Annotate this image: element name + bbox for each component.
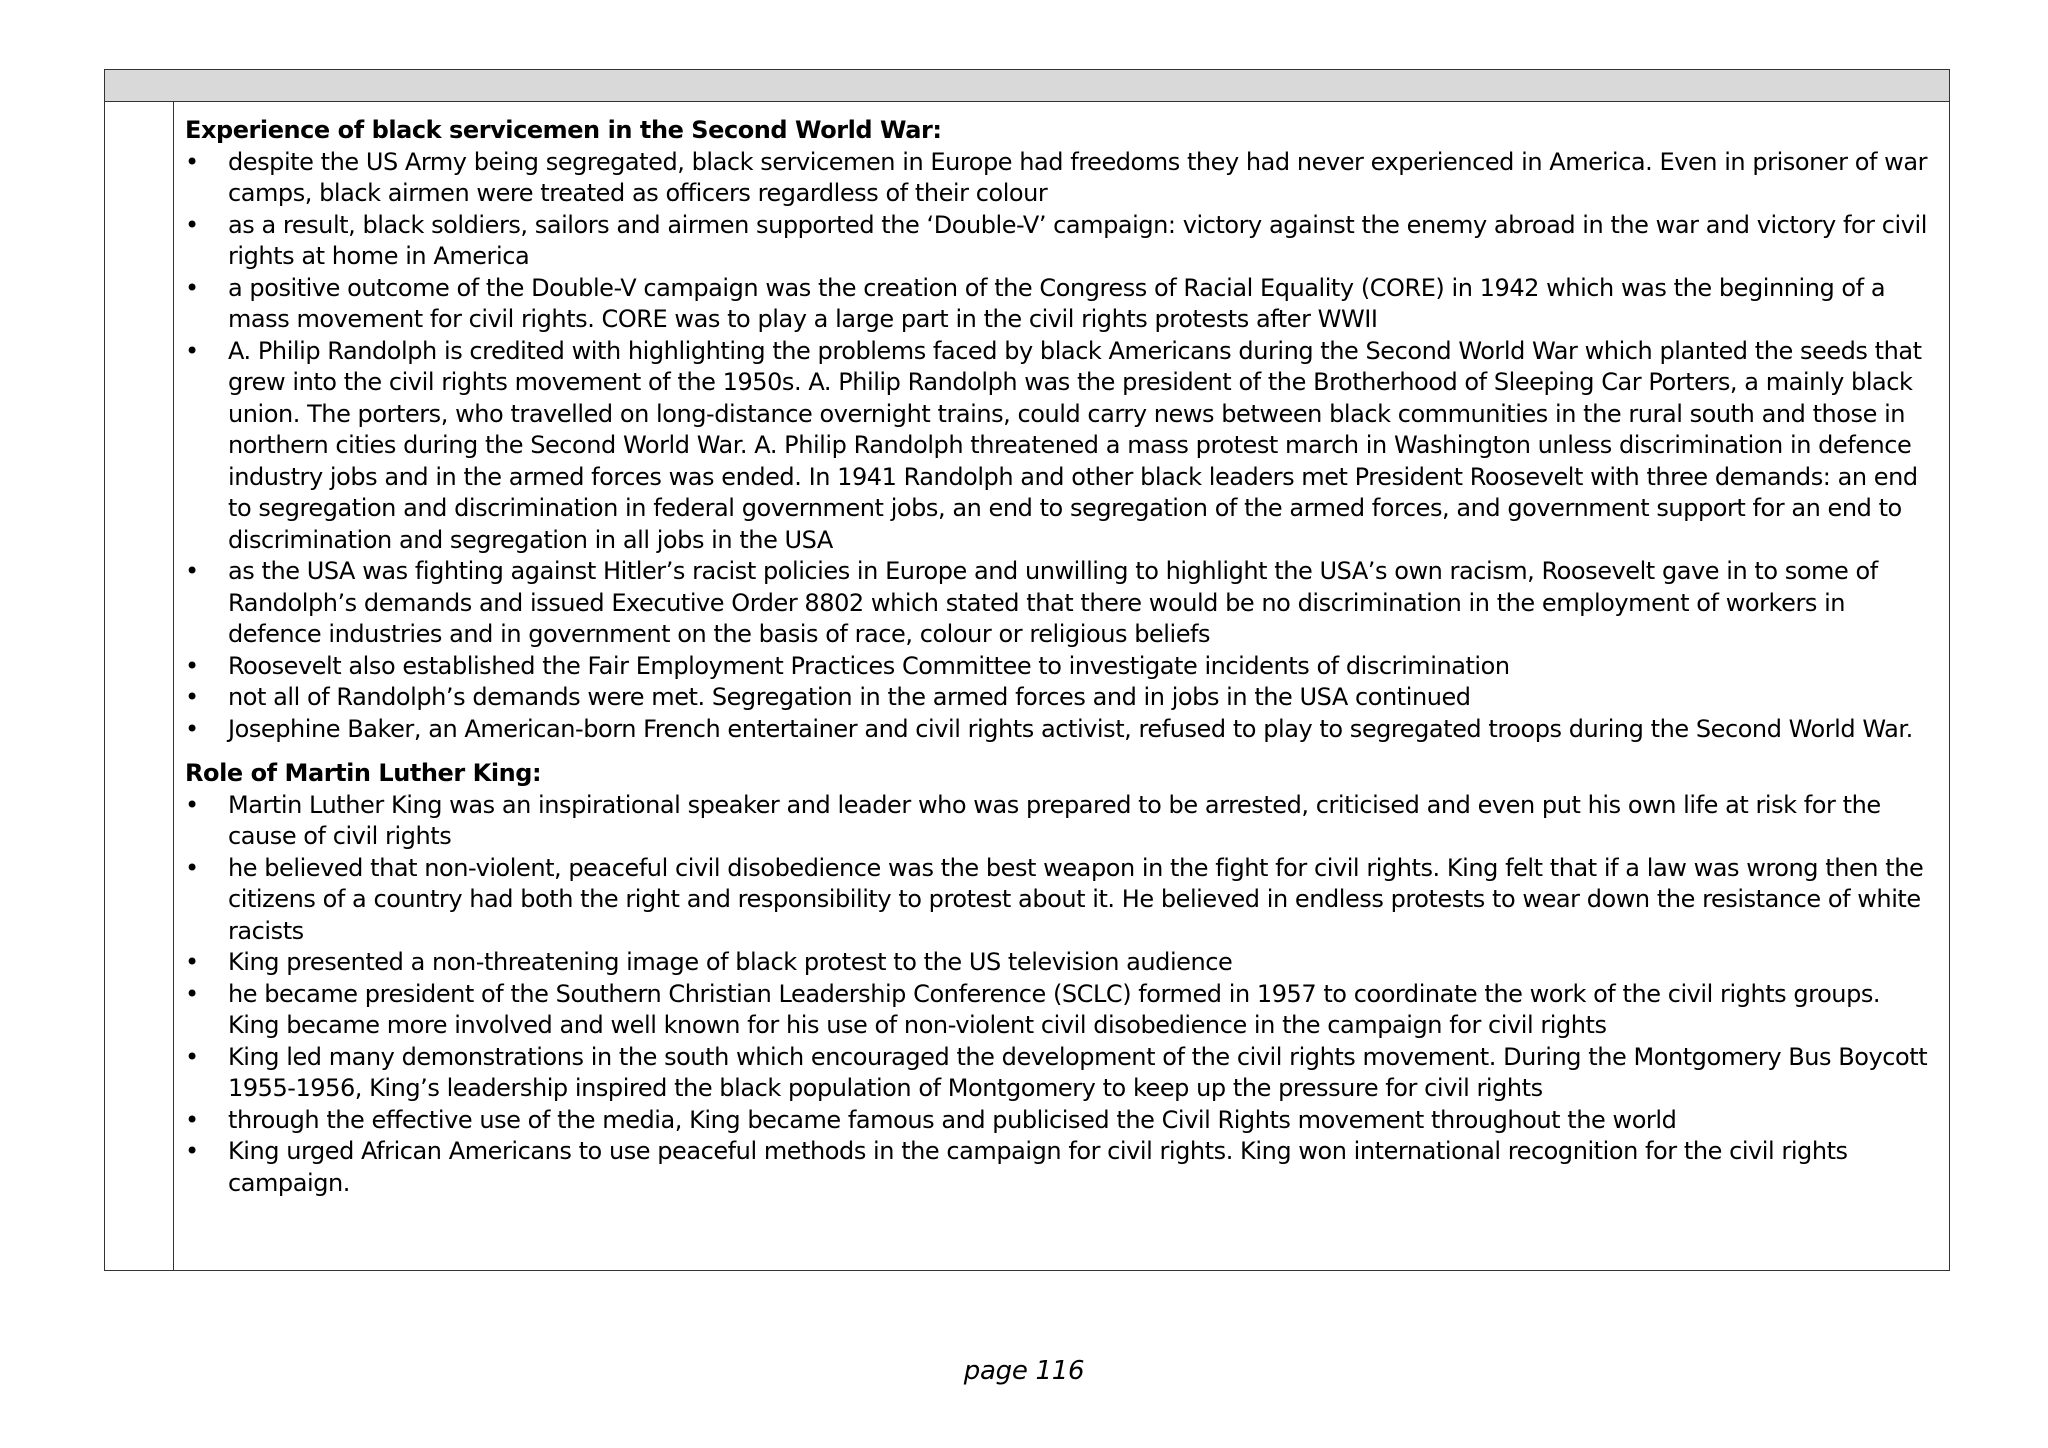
list-item: • King led many demonstrations in the south which encouraged the development of the civil rights movement. During the Montgomery Bus Boycott 1955-1956, King’s leadership inspired the black population of Montgomery to keep up the pressure for civil rights bbox=[185, 1042, 1928, 1102]
bullet-icon: • bbox=[185, 948, 199, 976]
list-item: • as the USA was fighting against Hitler’s racist policies in Europe and unwilling to highlight the USA’s own racism, Roosevelt gave in to some of Randolph’s demands and issued Executive Order 8802 which stated that there would be no discrimination in the employment of workers in defence industries and in government on the basis of race, colour or religious beliefs bbox=[185, 557, 1878, 648]
table-content-cell bbox=[185, 115, 1935, 1199]
list-item: • he became president of the Southern Christian Leadership Conference (SCLC) formed in 1957 to coordinate the work of the civil rights groups. King became more involved and well known for his use of non-violent civil disobedience in the campaign for civil rights bbox=[185, 979, 1881, 1039]
bullet-icon: • bbox=[185, 273, 199, 302]
list-item: • not all of Randolph’s demands were met. Segregation in the armed forces and in jobs in the USA continued bbox=[185, 682, 1935, 714]
list-item: • Roosevelt also established the Fair Employment Practices Committee to investigate incidents of discrimination bbox=[185, 651, 1935, 683]
list-item: • Martin Luther King was an inspirational speaker and leader who was prepared to be arrested, criticised and even put his own life at risk for the cause of civil rights bbox=[185, 790, 1881, 850]
bullet-list-servicemen bbox=[185, 147, 1935, 746]
bullet-icon: • bbox=[185, 336, 199, 365]
section-heading-mlk: Role of Martin Luther King: bbox=[185, 759, 542, 787]
bullet-icon: • bbox=[185, 714, 199, 743]
bullet-icon: • bbox=[185, 210, 199, 239]
bullet-icon: • bbox=[185, 1042, 199, 1071]
page-number: page 116 bbox=[963, 1356, 1085, 1386]
section-heading-servicemen: Experience of black servicemen in the Second World War: bbox=[185, 116, 942, 144]
list-item: • through the effective use of the media, King became famous and publicised the Civil Rights movement throughout the world bbox=[185, 1105, 1935, 1137]
bullet-list-mlk bbox=[185, 790, 1935, 1200]
bullet-icon: • bbox=[185, 1105, 199, 1134]
list-item: • a positive outcome of the Double-V campaign was the creation of the Congress of Racial Equality (CORE) in 1942 which was the beginning of a mass movement for civil rights. CORE was to play a large part in the civil rights protests after WWII bbox=[185, 273, 1886, 333]
table-left-column bbox=[105, 102, 174, 1270]
table-header-row bbox=[105, 70, 1949, 102]
list-item: • A. Philip Randolph is credited with highlighting the problems faced by black Americans during the Second World War which planted the seeds that grew into the civil rights movement of the 1950s. A. Philip Randolph was the president of the Brotherhood of Sleeping Car Porters, a mainly black union. The porters, who travelled on long-distance overnight trains, could carry news between black communities in the rural south and those in northern cities during the Second World War. A. Philip Randolph threatened a mass protest march in Washington unless discrimination in defence industry jobs and in the armed forces was ended. In 1941 Randolph and other black leaders met President Roosevelt with three demands: an end to segregation and discrimination in federal government jobs, an end to segregation of the armed forces, and government support for an end to discrimination and segregation in all jobs in the USA bbox=[185, 336, 1922, 554]
list-item: • King urged African Americans to use peaceful methods in the campaign for civil rights. King won international recognition for the civil rights campaign. bbox=[185, 1137, 1848, 1197]
bullet-icon: • bbox=[185, 557, 199, 585]
content-table bbox=[104, 69, 1950, 1271]
bullet-icon: • bbox=[185, 1137, 199, 1165]
list-item: • he believed that non-violent, peaceful civil disobedience was the best weapon in the fight for civil rights. King felt that if a law was wrong then the citizens of a country had both the right and responsibility to protest about it. He believed in endless protests to wear down the resistance of white racists bbox=[185, 853, 1924, 945]
list-item: • King presented a non-threatening image of black protest to the US television audience bbox=[185, 947, 1935, 979]
section-spacer bbox=[185, 745, 1935, 758]
bullet-icon: • bbox=[185, 979, 199, 1008]
bullet-icon: • bbox=[185, 651, 199, 680]
list-item: • as a result, black soldiers, sailors and airmen supported the ‘Double-V’ campaign: victory against the enemy abroad in the war and victory for civil rights at home in America bbox=[185, 210, 1927, 270]
bullet-icon: • bbox=[185, 853, 199, 882]
list-item: • Josephine Baker, an American-born French entertainer and civil rights activist, refused to play to segregated troops during the Second World War. bbox=[185, 714, 1935, 746]
list-item: • despite the US Army being segregated, black servicemen in Europe had freedoms they had never experienced in America. Even in prisoner of war camps, black airmen were treated as officers regardless of their colour bbox=[185, 147, 1928, 207]
bullet-icon: • bbox=[185, 683, 199, 711]
bullet-icon: • bbox=[185, 790, 199, 819]
bullet-icon: • bbox=[185, 147, 199, 176]
